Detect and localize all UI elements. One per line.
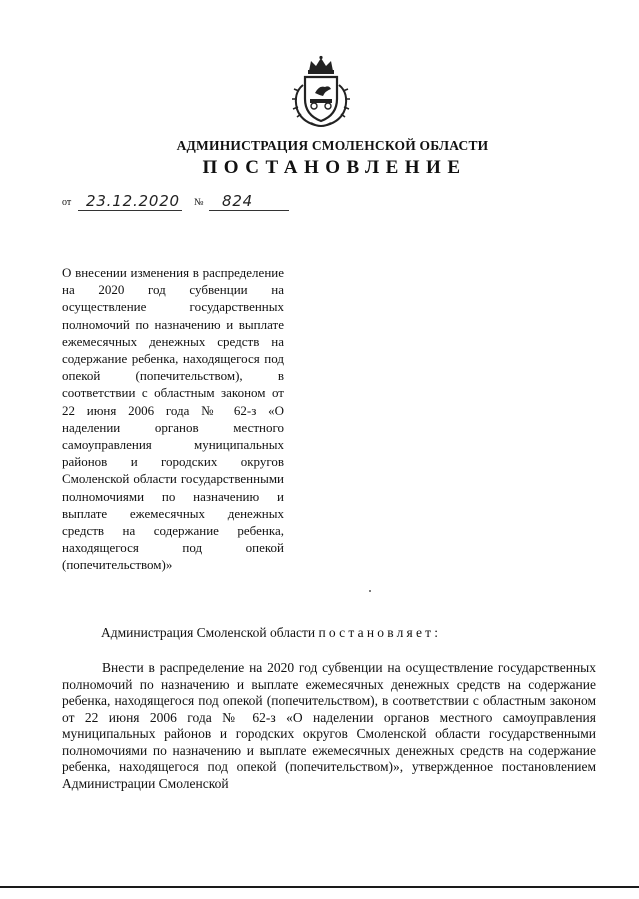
number-value: 824 bbox=[222, 192, 254, 210]
date-underline bbox=[78, 210, 182, 211]
preamble-lead: Администрация Смоленской области bbox=[101, 625, 316, 640]
date-value: 23.12.2020 bbox=[86, 192, 180, 210]
document-subject: О внесении изменения в распределение на 2020 год субвенции на осуществление государственных полномочий по назначению и выплате ежемесячных денежных средств на содержание ребенка, находящегося под опекой (попечительством), в соответствии с областным законом от 22 июня 2006 года № 62-з «О наделении органов местного самоуправления муниципальных районов и городских округов Смоленской области государственными полномочиями по назначению и выплате ежемесячных денежных средств на содержание ребенка, находящегося под опекой (попечительством)» bbox=[62, 265, 284, 573]
scan-speck bbox=[369, 590, 371, 592]
document-type-title: ПОСТАНОВЛЕНИЕ bbox=[202, 157, 467, 178]
date-prefix-label: от bbox=[62, 197, 72, 208]
smolensk-coat-of-arms-icon bbox=[289, 55, 353, 129]
organization-title: АДМИНИСТРАЦИЯ СМОЛЕНСКОЙ ОБЛАСТИ bbox=[176, 138, 489, 153]
number-underline bbox=[209, 210, 289, 211]
preamble-verb: постановляет: bbox=[318, 625, 442, 640]
number-label: № bbox=[194, 197, 204, 208]
document-body-paragraph: Внести в распределение на 2020 год субвенции на осуществление государственных полномочий по назначению и выплате ежемесячных денежных средств на содержание ребенка, находящегося под опекой (попечительством), в соответствии с областным законом от 22 июня 2006 года № 62-з «О наделении органов местного самоуправления муниципальных районов и городских округов Смоленской области государственными полномочиями по назначению и выплате ежемесячных денежных средств на содержание ребенка, находящегося под опекой (попечительством)», утвержденное постановлением Администрации Смоленской bbox=[62, 660, 596, 791]
page-bottom-rule bbox=[0, 886, 639, 888]
preamble bbox=[101, 625, 441, 641]
